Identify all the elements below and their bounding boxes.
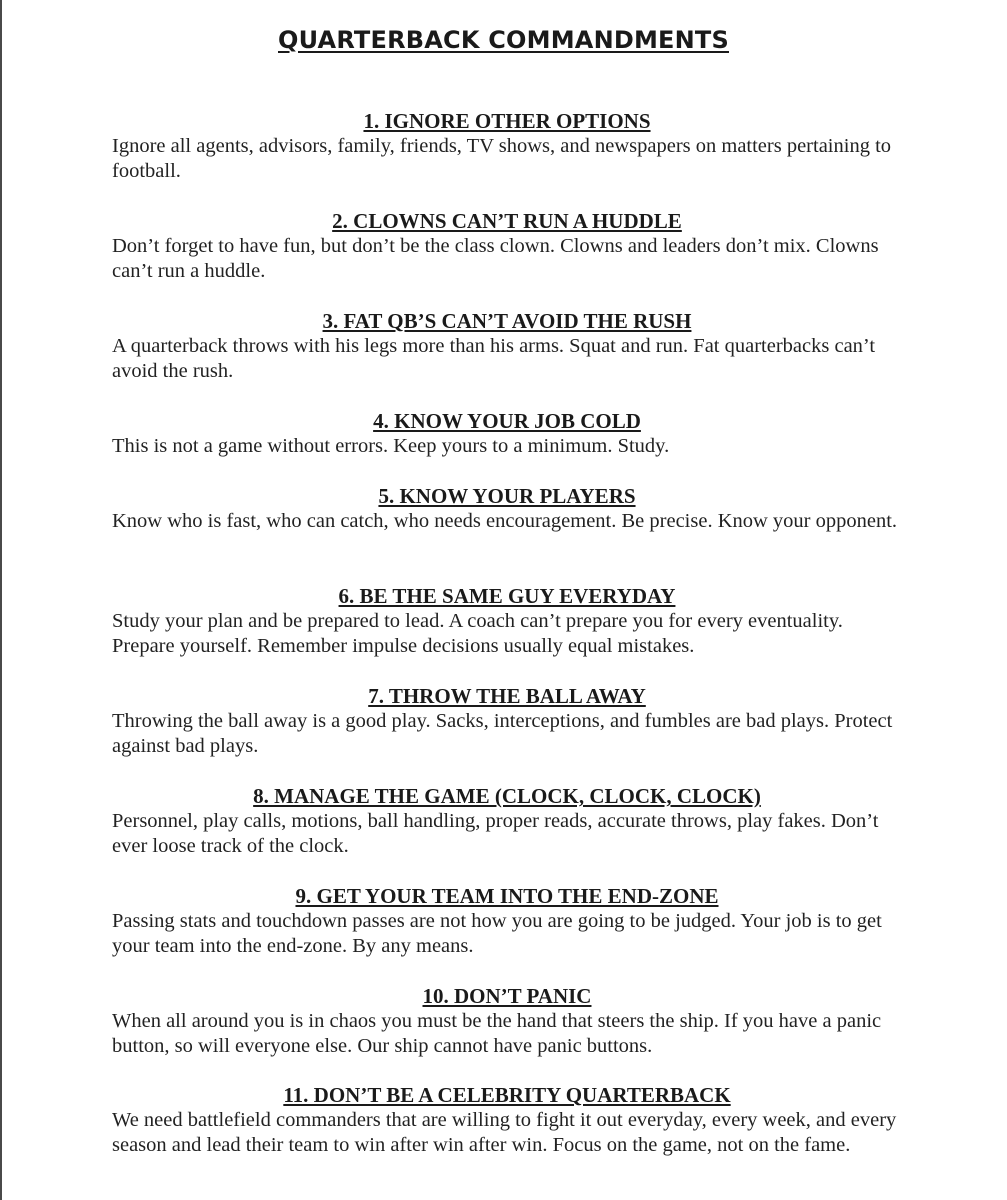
scan-edge — [0, 0, 2, 1200]
commandment-2 — [112, 209, 902, 284]
commandment-body: Ignore all agents, advisors, family, friends, TV shows, and newspapers on matters pertaining to football. — [112, 135, 892, 182]
commandment-11 — [112, 1083, 902, 1158]
commandment-5 — [112, 484, 902, 534]
commandment-body: Study your plan and be prepared to lead. A coach can’t prepare you for every eventuality. Prepare yourself. Remember impulse decisions usually equal mistakes. — [112, 610, 843, 657]
commandment-heading: 2. CLOWNS CAN’T RUN A HUDDLE — [332, 209, 682, 233]
commandment-body: When all around you is in chaos you must be the hand that steers the ship. If you have a panic button, so will everyone else. Our ship cannot have panic buttons. — [112, 1010, 882, 1057]
commandment-3 — [112, 309, 902, 384]
commandment-body: This is not a game without errors. Keep yours to a minimum. Study. — [112, 435, 670, 457]
commandment-heading: 4. KNOW YOUR JOB COLD — [373, 409, 641, 433]
commandment-body: Passing stats and touchdown passes are not how you are going to be judged. Your job is to get your team into the end-zone. By any means. — [112, 910, 882, 957]
commandment-body: Know who is fast, who can catch, who needs encouragement. Be precise. Know your opponent. — [112, 510, 898, 532]
commandment-heading: 1. IGNORE OTHER OPTIONS — [363, 109, 651, 133]
commandment-heading: 8. MANAGE THE GAME (CLOCK, CLOCK, CLOCK) — [253, 784, 761, 808]
commandment-1 — [112, 109, 902, 184]
commandment-heading: 11. DON’T BE A CELEBRITY QUARTERBACK — [283, 1083, 731, 1107]
commandment-6 — [112, 584, 902, 659]
commandment-heading: 6. BE THE SAME GUY EVERYDAY — [338, 584, 676, 608]
commandment-heading: 3. FAT QB’S CAN’T AVOID THE RUSH — [322, 309, 692, 333]
commandment-10 — [112, 984, 902, 1059]
commandment-body: Throwing the ball away is a good play. Sacks, interceptions, and fumbles are bad plays. Protect against bad plays. — [112, 710, 893, 757]
commandment-body: Don’t forget to have fun, but don’t be the class clown. Clowns and leaders don’t mix. Clowns can’t run a huddle. — [112, 235, 879, 282]
commandment-heading: 10. DON’T PANIC — [422, 984, 592, 1008]
page-title: QUARTERBACK COMMANDMENTS — [278, 26, 729, 54]
commandment-7 — [112, 684, 902, 759]
commandment-body: Personnel, play calls, motions, ball handling, proper reads, accurate throws, play fakes. Don’t ever loose track of the clock. — [112, 810, 879, 857]
commandment-heading: 7. THROW THE BALL AWAY — [368, 684, 646, 708]
commandment-body: We need battlefield commanders that are willing to fight it out everyday, every week, and every season and lead their team to win after win after win. Focus on the game, not on the fame. — [112, 1109, 897, 1156]
commandment-4 — [112, 409, 902, 459]
commandment-heading: 5. KNOW YOUR PLAYERS — [378, 484, 636, 508]
commandment-9 — [112, 884, 902, 959]
commandment-body: A quarterback throws with his legs more than his arms. Squat and run. Fat quarterbacks can’t avoid the rush. — [112, 335, 876, 382]
commandment-8 — [112, 784, 902, 859]
commandment-heading: 9. GET YOUR TEAM INTO THE END-ZONE — [295, 884, 719, 908]
